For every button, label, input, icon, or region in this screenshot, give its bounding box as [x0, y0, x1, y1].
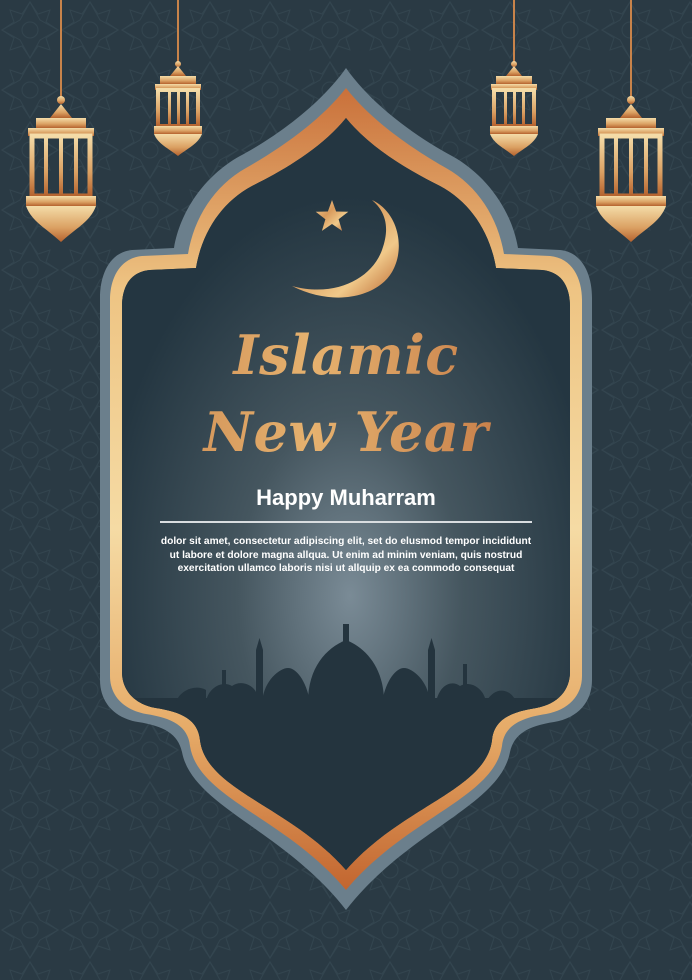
- divider: [160, 521, 532, 523]
- body-text: [0, 535, 692, 576]
- body-line: ut labore et dolore magna allqua. Ut enim ad minim veniam, quis nostrud: [169, 549, 523, 561]
- body-line: dolor sit amet, consectetur adipiscing elit, set do elusmod tempor incididunt: [160, 536, 532, 547]
- title-line1: Islamic: [0, 322, 692, 388]
- subtitle: Happy Muharram: [256, 485, 436, 510]
- title-line2: New Year: [0, 397, 692, 467]
- body-line: exercitation ullamco laboris nisi ut allquip ex ea commodo consequat: [177, 563, 515, 574]
